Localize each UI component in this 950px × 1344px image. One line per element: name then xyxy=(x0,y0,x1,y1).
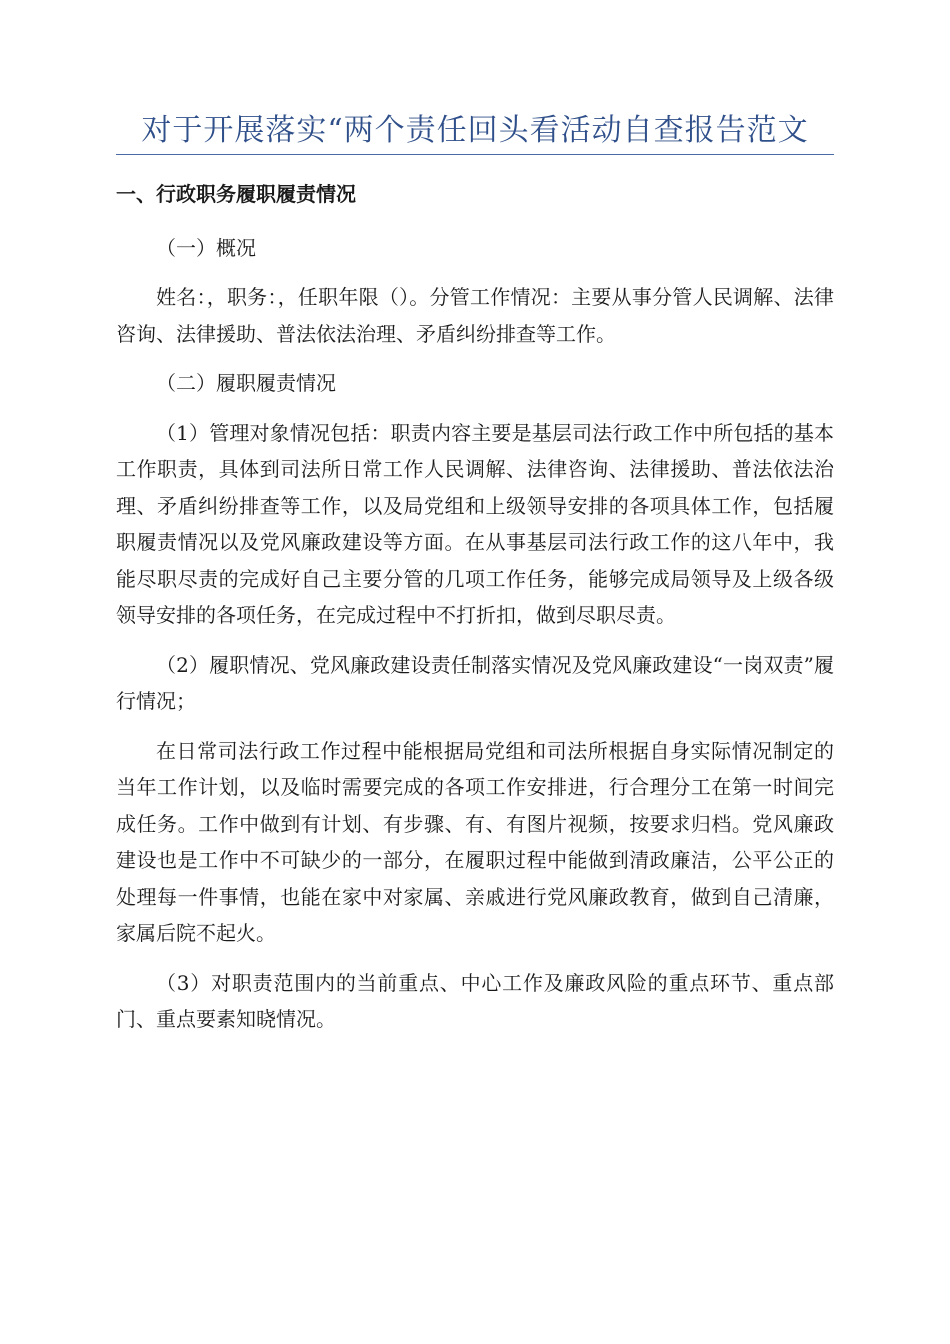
title-underline xyxy=(116,154,834,155)
subsection-heading-overview: （一）概况 xyxy=(156,235,256,260)
paragraph-duty-status: （2）履职情况、党风廉政建设责任制落实情况及党风廉政建设“一岗双责”履行情况； xyxy=(116,652,834,713)
paragraph-overview: 姓名：，职务：，任职年限（）。分管工作情况：主要从事分管人民调解、法律咨询、法律援助、普法依法治理、矛盾纠纷排查等工作。 xyxy=(116,285,834,346)
section-heading: 一、行政职务履职履责情况 xyxy=(116,182,356,206)
document-body xyxy=(116,176,834,1051)
document-title: 对于开展落实“两个责任回头看活动自查报告范文 xyxy=(141,113,809,148)
paragraph-daily-work: 在日常司法行政工作过程中能根据局党组和司法所根据自身实际情况制定的当年工作计划，以及临时需要完成的各项工作安排进，行合理分工在第一时间完成任务。工作中做到有计划、有步骤、有、有图片视频，按要求归档。党风廉政建设也是工作中不可缺少的一部分，在履职过程中能做到清政廉洁，公平公正的处理每一件事情，也能在家中对家属、亲戚进行党风廉政教育，做到自己清廉，家属后院不起火。 xyxy=(116,738,834,945)
paragraph-key-points: （3）对职责范围内的当前重点、中心工作及廉政风险的重点环节、重点部门、重点要素知晓情况。 xyxy=(116,970,834,1031)
subsection-heading-duties: （二）履职履责情况 xyxy=(156,371,336,395)
paragraph-management: （1）管理对象情况包括：职责内容主要是基层司法行政工作中所包括的基本工作职责，具体到司法所日常工作人民调解、法律咨询、法律援助、普法依法治理、矛盾纠纷排查等工作，以及局党组和上级领导安排的各项具体工作，包括履职履责情况以及党风廉政建设等方面。在从事基层司法行政工作的这八年中，我能尽职尽责的完成好自己主要分管的几项工作任务，能够完成局领导及上级各级领导安排的各项任务，在完成过程中不打折扣，做到尽职尽责。 xyxy=(116,420,834,627)
